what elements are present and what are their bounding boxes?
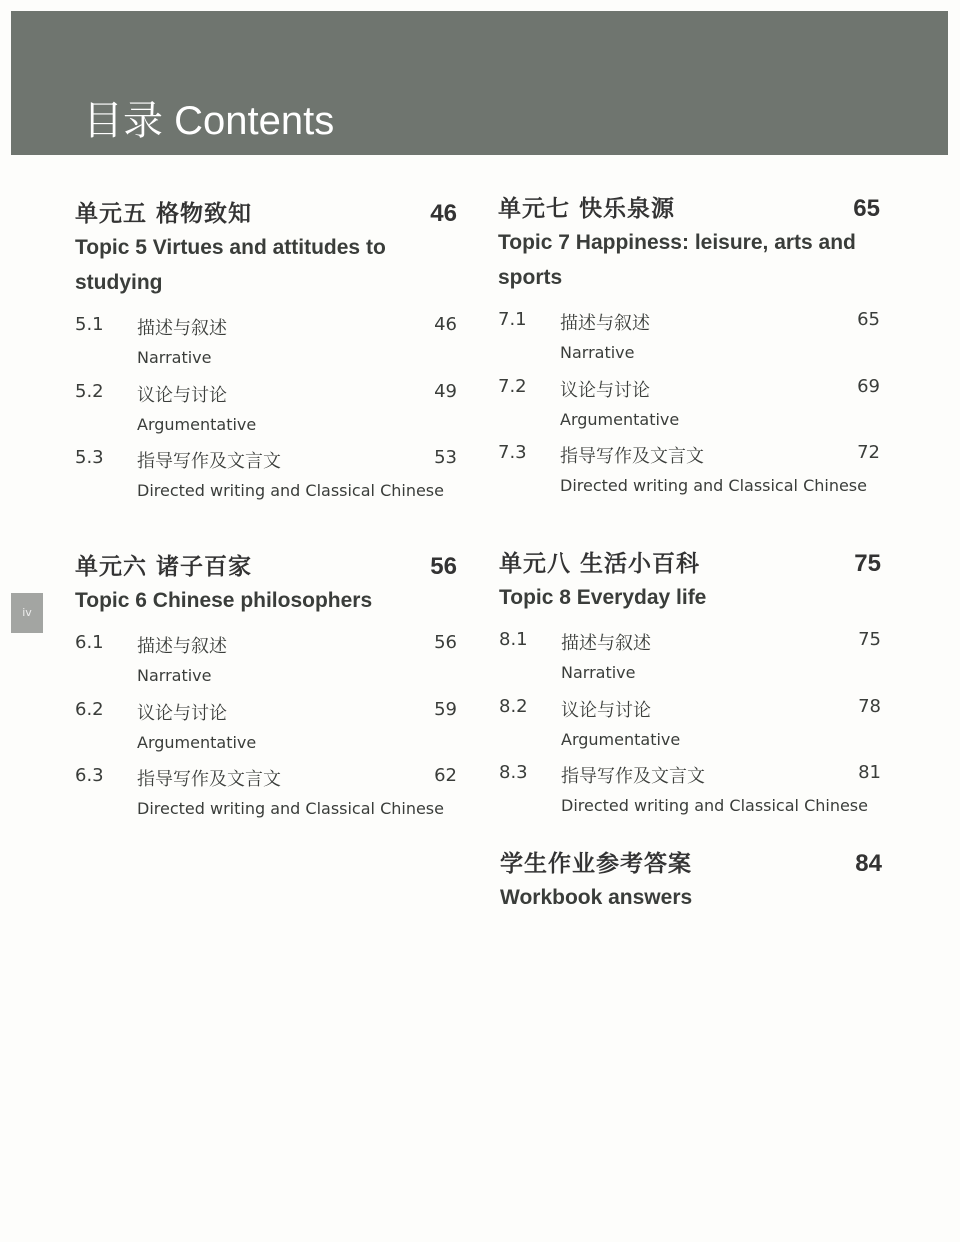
entry-title-english: Argumentative [560,409,680,429]
entry-page-number: 56 [434,632,457,653]
toc-entry[interactable] [75,632,457,699]
topic-title[interactable]: Workbook answers [500,886,693,909]
entry-title-chinese: 描述与叙述 [560,313,650,334]
toc-section [75,195,457,514]
unit-title[interactable]: 学生作业参考答案 [500,850,692,877]
entry-number: 5.1 [75,314,104,335]
toc-entry[interactable] [75,381,457,448]
entry-number: 6.1 [75,632,104,653]
entry-list [499,629,881,829]
toc-entry[interactable] [498,376,880,443]
entry-number: 6.3 [75,765,104,786]
entry-page-number: 46 [434,314,457,335]
unit-page-number: 75 [854,550,881,577]
entry-page-number: 62 [434,765,457,786]
toc-entry[interactable] [75,765,457,832]
entry-title-english: Argumentative [137,732,257,752]
unit-page-number: 56 [430,553,457,580]
entry-title-english: Directed writing and Classical Chinese [137,799,444,818]
topic-title[interactable]: Topic 8 Everyday life [499,586,707,609]
entry-title-english: Directed writing and Classical Chinese [137,481,444,500]
toc-entry[interactable] [499,696,881,763]
entry-title-english: Narrative [561,663,636,682]
entry-title-chinese: 指导写作及文言文 [137,769,281,790]
topic-title[interactable]: Topic 5 Virtues and attitudes to studying [75,236,386,294]
entry-title-chinese: 描述与叙述 [561,633,651,654]
entry-number: 8.1 [499,629,528,650]
entry-number: 8.3 [499,762,528,783]
entry-title-chinese: 指导写作及文言文 [560,446,704,467]
unit-title[interactable]: 单元五 格物致知 [75,200,253,227]
topic-title[interactable]: Topic 7 Happiness: leisure, arts and sports [498,231,856,289]
toc-entry[interactable] [75,314,457,381]
unit-title[interactable]: 单元七 快乐泉源 [498,195,676,222]
page-number-tab: iv [11,593,43,633]
unit-page-number: 84 [855,850,882,877]
entry-page-number: 81 [858,762,881,783]
entry-page-number: 72 [857,442,880,463]
entry-page-number: 65 [857,309,880,330]
entry-number: 7.3 [498,442,527,463]
entry-title-chinese: 议论与讨论 [137,702,227,724]
entry-number: 7.2 [498,375,527,397]
entry-number: 7.1 [498,309,527,330]
toc-section [500,845,882,915]
entry-title-chinese: 描述与叙述 [137,318,227,339]
unit-title[interactable]: 单元八 生活小百科 [499,550,701,577]
entry-number: 5.2 [75,380,104,402]
unit-heading [499,545,881,578]
entry-number: 8.2 [499,695,528,717]
entry-title-chinese: 描述与叙述 [137,636,227,657]
entry-title-english: Directed writing and Classical Chinese [561,796,868,815]
entry-title-chinese: 指导写作及文言文 [561,766,705,787]
page-title: 目录 Contents [83,99,335,143]
entry-title-english: Narrative [137,666,212,685]
entry-title-english: Narrative [560,343,635,362]
entry-title-chinese: 议论与讨论 [560,379,650,401]
unit-page-number: 65 [853,195,880,222]
entry-list [75,314,457,514]
entry-title-english: Directed writing and Classical Chinese [560,476,867,495]
entry-title-english: Argumentative [137,414,257,434]
unit-page-number: 46 [430,200,457,227]
toc-entry[interactable] [498,442,880,509]
entry-title-english: Argumentative [561,729,681,749]
contents-header-banner [11,11,948,155]
entry-title-chinese: 议论与讨论 [137,384,227,406]
toc-entry[interactable] [499,762,881,829]
unit-heading [500,845,882,878]
unit-heading [498,190,880,223]
entry-page-number: 53 [434,447,457,468]
toc-entry[interactable] [75,699,457,766]
entry-page-number: 78 [858,695,881,717]
entry-page-number: 69 [857,375,880,397]
entry-title-english: Narrative [137,348,212,367]
toc-section [75,548,457,832]
entry-list [498,309,880,509]
unit-title[interactable]: 单元六 诸子百家 [75,553,253,580]
entry-page-number: 59 [434,698,457,720]
unit-heading [75,195,457,228]
entry-number: 6.2 [75,698,104,720]
entry-number: 5.3 [75,447,104,468]
entry-page-number: 49 [434,380,457,402]
topic-title[interactable]: Topic 6 Chinese philosophers [75,589,373,612]
unit-heading [75,548,457,581]
toc-entry[interactable] [498,309,880,376]
entry-title-chinese: 指导写作及文言文 [137,451,281,472]
entry-title-chinese: 议论与讨论 [561,699,651,721]
entry-page-number: 75 [858,629,881,650]
toc-entry[interactable] [499,629,881,696]
entry-list [75,632,457,832]
toc-section [499,545,881,829]
toc-section [498,190,880,509]
toc-entry[interactable] [75,447,457,514]
